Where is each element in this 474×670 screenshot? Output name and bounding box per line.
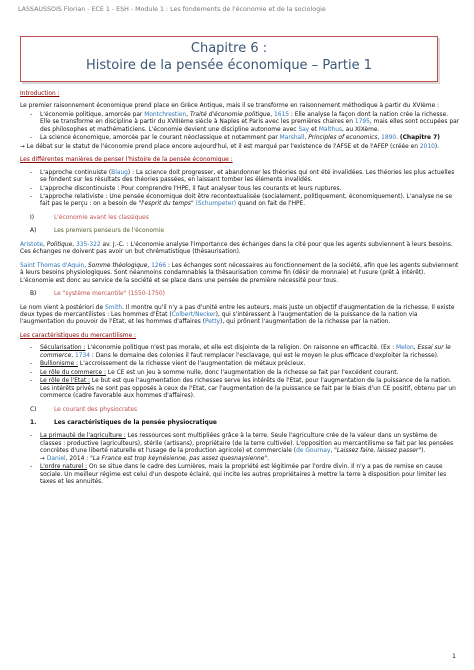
section-C-heading: C) Le courant des physiocrates bbox=[30, 406, 138, 413]
intro-bullet-economie-politique: - L'économie politique, amorcée par Montchrestien, Traité d'économie politique, 1615 : Elle analyse la façon dont la nation crée la richesse. Elle se transforme en discipline à partir du XVIIIème siècle à Naples et Paris avec les premières chaires en 1795, mais elles sont occupées par des philosophes et mathématiciens. L'économie devient une discipline autonome avec Say et Malthus, au XIXème. bbox=[30, 111, 460, 133]
chapter-title-line1: Chapitre 6 : bbox=[190, 41, 268, 56]
author-montchrestien: Montchrestien bbox=[144, 111, 187, 118]
intro-conclusion: → Le débat sur le statut de l'économie prend place encore aujourd'hui, et il est marqué par l'existence de l'AFSE et de l'AFEP (créée en 2010). bbox=[20, 143, 439, 150]
section-I-heading: I) L'économie avant les classiques bbox=[30, 214, 149, 221]
bullionisme-item: - Bullionisme : L'accroissement de la richesse vient de l'augmentation de métaux précieux. bbox=[30, 361, 306, 368]
intro-bullet-science-economique: - La science économique, amorcée par le courant néoclassique et notamment par Marshall, Principles of economics, 1890. (Chapitre 7) bbox=[30, 135, 440, 142]
subsection-1-heading: 1. Les caractéristiques de la pensée physiocratique bbox=[30, 419, 217, 426]
page-number: 1 bbox=[452, 653, 456, 660]
aristote-paragraph: Aristote, Politique, 335-322 av. J.-C. : L'économie analyse l'importance des échanges dans la cité pour que les agents subviennent à leurs besoins. Ces échanges ne doivent pas avoir un but chrématistique (thésaurisation). bbox=[20, 241, 453, 256]
running-header: LASSAUSSOIS Florian - ECE 1 - ESH - Module 1 : Les fondements de l'économie et de la sociologie bbox=[18, 6, 326, 13]
thomas-paragraph: Saint Thomas d'Aquin, Somme théologique, 1266 : Les échanges sont nécessaires au fonctionnement de la société, afin que les agents subviennent à leurs besoins physiologiques. Sont néanmoins condamnables la thésaurisation comme fin (désir de monnaie) et l'usure (prêt à intérêt). L'économie est donc au service de la société et se place dans une pensée de première nécessité pour tous. bbox=[20, 262, 459, 284]
manieres-heading: Les différentes manières de penser l'histoire de la pensée économique : bbox=[20, 157, 233, 164]
chapter-title-box bbox=[20, 36, 438, 82]
primaute-agriculture-item: - La primauté de l'agriculture : Les ressources sont multipliées grâce à la terre. Seule l'agriculture crée de la valeur dans un système de classes : productive (agriculteurs), stérile (artisans), propriétaire (de la terre cultivée). L'opposition au mercantilisme se fait par les pensées concrètes d'une liberté naturelle et l'usage de la production agricole) et commerciale (de Gournay, "Laissez faire, laissez passer"). → Daniel, 2014 : "La France est trop keynésienne, pas assez quesnaysienne". bbox=[20, 433, 460, 463]
section-B-heading: B) Le "système mercantile" (1550-1750) bbox=[30, 291, 165, 298]
intro-paragraph: Le premier raisonnement économique prend place en Grèce Antique, mais il se transforme en raisonnement méthodique à partir du XVIème : bbox=[20, 103, 439, 110]
approche-continuiste: - L'approche continuiste (Blaug) : La science doit progresser, et abandonner les théories qui ont été invalidées. Les théories les plus actuelles se fondent sur les résultats des théories passées, en laissant tomber les éléments invalidés. bbox=[30, 169, 455, 184]
approche-relativiste: - L'approche relativiste : Une pensée économique doit être recontextualisée (socialement, politiquement, économiquement). L'analyse ne se fait pas le perçu : on a besoin de "l'esprit du temps" (Schumpeter) quand on fait de l'HPE. bbox=[30, 193, 452, 208]
intro-heading: Introduction : bbox=[20, 91, 60, 97]
daniel-quote: → Daniel, 2014 : "La France est trop keynésienne, pas assez quesnaysienne". bbox=[40, 455, 269, 462]
dash-bullet: - bbox=[30, 135, 33, 142]
chapter-title-line2: Histoire de la pensée économique – Partie 1 bbox=[86, 58, 372, 73]
commerce-item: - Le rôle du commerce : Le CE est un jeu à somme nulle, donc l'augmentation de la richesse se fait par l'excédent courant. bbox=[30, 369, 399, 376]
mercantilisme-heading: Les caractéristiques du mercantilisme : bbox=[20, 332, 136, 339]
section-A-heading: A) Les premiers penseurs de l'économie bbox=[30, 228, 164, 235]
secularisation-item: - Sécularisation : L'économie politique n'est pas morale, et elle est disjointe de la religion. On raisonne en efficacité. (Ex : Melon, Essai sur le commerce, 1734 : Dans le domaine des colonies il faut remplacer l'esclavage, qui est le moyen le plus efficace d'exploiter la richesse). bbox=[30, 345, 451, 359]
dash-bullet: - bbox=[30, 111, 33, 118]
approche-discontinuiste: - L'approche discontinuiste : Pour comprendre l'HPE, il faut analyser tous les courants et leurs ruptures. bbox=[30, 185, 342, 192]
author-marshall: Marshall bbox=[279, 135, 305, 142]
document-body bbox=[20, 86, 460, 488]
ordre-naturel-item: - L'ordre naturel : On se situe dans le cadre des Lumières, mais la propriété est légitimée par l'ordre divin. Il n'y a pas de remise en cause sociale. Un meilleur régime est celui d'un despote éclairé, qui incite les autres propriétaires à mettre la terre à disposition pour limiter les taxes et les annuités. bbox=[30, 464, 447, 486]
etat-item: - Le rôle de l'Etat : Le but est que l'augmentation des richesses serve les intérêts de l'Etat, pour l'augmentation de la puissance de la nation. Les intérêts privés ne sont pas opposés à ceux de l'Etat, car l'augmentation de la puissance se fait par le biais d'un CE positif, obtenu par un commerce (cadre favorable aux hommes d'affaires). bbox=[30, 378, 456, 400]
mercantile-paragraph: Le nom vient à postériori de Smith. Il montre qu'il n'y a pas d'unité entre les auteurs, mais juste un objectif d'augmentation de la richesse. Il existe deux types de mercantilistes : Les hommes d'Etat (Colbert/Necker), qui s'intéressent à l'augmentation de la puissance de la nation via l'augmentation du pouvoir de l'Etat, et les hommes d'affaires (Petty), qui prônent l'augmentation de la richesse par la nation. bbox=[20, 304, 455, 326]
